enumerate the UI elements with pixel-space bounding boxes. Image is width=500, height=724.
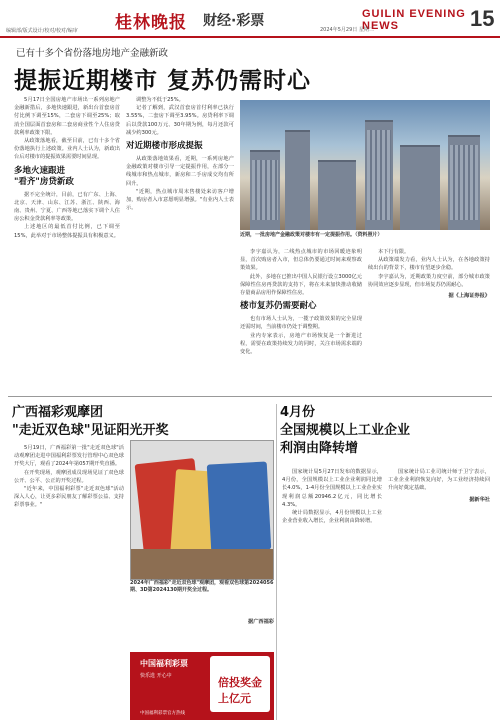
lead-subhead-1: 多地火速跟进 "看齐"房贷新政 <box>14 165 74 187</box>
paragraph: 5月19日，广西福彩第一批"走近双色球"活动观摩团走进中国福利彩票发行管理中心双色球开奖大厅，观看了2024年第057期开奖直播。 <box>14 445 124 468</box>
profits-column-2 <box>388 468 490 504</box>
lead-headline: 提振近期楼市 复苏仍需时心 <box>14 68 312 94</box>
paragraph: 记者了解到，武汉首套房首付利率已执行3.55%，二套房下调至3.95%。房贷利率下调后以贷款100万元、30年期为例，每月还款可减少约300元。 <box>126 105 234 136</box>
lead-photo-buildings <box>240 100 490 230</box>
lottery-column-1 <box>14 444 124 510</box>
paragraph: 5月17日全国房地产市场出一系列房地产金融新措后，多地快速跟进，新出台首套房首付比例下调至15%，二套房下调至25%；取消全国层面首套房和二套房商业性个人住房贷款利率政策下限。 <box>14 97 120 136</box>
newspaper-english-name: GUILIN EVENING NEWS <box>362 8 466 32</box>
lottery-photo <box>130 440 274 580</box>
lead-subhead-3: 楼市复苏仍需要耐心 <box>240 301 317 312</box>
ad-prize-amount: 上亿元 <box>218 692 251 705</box>
profits-source: 据新华社 <box>469 496 490 503</box>
paragraph: 也有市场人士认为，一揽子政策效果的完全显现还需时间，当前楼市仍处于调整期。 <box>240 316 362 331</box>
section-divider <box>8 396 492 397</box>
profits-headline: 4月份 全国规模以上工业企业 利润由降转增 <box>280 405 411 456</box>
lead-column-2 <box>126 96 234 212</box>
lottery-source: 据广西福彩 <box>248 619 274 625</box>
lead-kicker: 已有十多个省份落地房地产金融新政 <box>16 48 169 59</box>
welfare-lottery-logo: 中国福利彩票 <box>140 659 188 668</box>
editor-credits: 编辑部/版式设计/校对/校对/编审 <box>6 28 78 34</box>
ad-slogan: 快乐选 开心中 <box>140 673 172 679</box>
lead-column-1 <box>14 96 120 240</box>
paragraph: 据不完全统计，目前，已有广东、上海、北京、天津、山东、江苏、浙江、陕西、海南、贵州、宁夏、广西等地已落实下调个人住房公积金贷款利率等政策。 <box>14 191 120 223</box>
ad-prize-label: 倍投奖金 <box>218 676 262 689</box>
paragraph: 从政策落地效果看，近期，一系列房地产金融政策对楼市引导一定提振作用，在部分一线城市和热点城市，新房和二手房成交均有所回升。 <box>126 156 234 187</box>
paragraph: 统计局数据显示，4月份规模以上工业企业营业收入增长，企业利润由降转增。 <box>282 510 382 525</box>
paragraph: 李宇嘉认为，近期政策力度空前，部分城市政策协同效应逐步显现，但市场复苏仍需耐心。 <box>368 273 490 288</box>
paragraph: 国家统计局5月27日发布的数据显示，4月份，全国规模以上工业企业利润同比增长4.0%，1-4月份全国规模以上工业企业实现利润总额20946.2亿元，同比增长4.3%。 <box>282 469 382 508</box>
paragraph: 本下行有限。 <box>378 249 410 255</box>
lead-column-3 <box>240 248 362 356</box>
paragraph: 上述地区的最低首付比例，已下调至15%，此举对于市场整体提振具有积极意义。 <box>14 224 120 239</box>
paragraph: 此外，多地在已推出中国人民银行设立3000亿元保障性住房再贷款的支持下，将在未来加快推动收储存量商品房用作保障性住房。 <box>240 273 362 297</box>
paragraph: 业内专家表示，房地产市场恢复是一个渐进过程，需要在政策持续发力的同时，关注市场需求端的变化。 <box>240 332 362 356</box>
column-rule <box>276 404 277 720</box>
lottery-photo-caption: 2024年广西福彩"走近双色球"观摩团，观看双色球第2024056期、3D第2024130期开奖全过程。 <box>130 580 274 594</box>
lead-source: 据《上海证券报》 <box>448 293 490 300</box>
profits-column-1 <box>282 468 382 525</box>
page-number: 15 <box>470 6 495 31</box>
lead-subhead-2: 对近期楼市形成提振 <box>126 141 203 152</box>
lottery-headline: 广西福彩观摩团 "走近双色球"见证阳光开奖 <box>12 405 169 438</box>
welfare-lottery-ad <box>130 652 274 720</box>
paragraph: 国家统计局工业司统计师于卫宁表示，工业企业利润恢复向好，为工业经济持续回升向好奠定基础。 <box>388 469 490 492</box>
ad-hotline: 中国福利彩票官方热线 <box>140 711 185 716</box>
lead-photo-caption: 近期，一批房地产金融政策对楼市有一定提振作用。（资料照片） <box>240 232 383 238</box>
newspaper-logo: 桂林晚报 <box>115 13 187 33</box>
issue-date: 2024年5月29日 星期二 <box>320 27 374 33</box>
paragraph: 李宇嘉认为，二线热点城市的市场回暖迹象明显，首次购房者入市，但总体仍要通过时间来观察政策效果。 <box>240 249 362 272</box>
paragraph: 从政策端发力看，业内人士认为，在各地政策持续出台的背景下，楼市有望逐步企稳。 <box>368 257 490 272</box>
paragraph: 在开奖现场，观摩团成员现场见证了双色球公开、公平、公正的开奖过程。 <box>14 469 124 484</box>
paragraph: 调整为不低于25%。 <box>136 97 184 103</box>
paragraph: "近年来，中国福利彩票"走近双色球"活动深入人心，让更多彩民朋友了解彩票公益、支持彩票事业。" <box>14 486 124 509</box>
lead-column-4 <box>368 248 490 300</box>
section-title: 财经·彩票 <box>203 13 265 29</box>
masthead <box>0 0 500 38</box>
paragraph: "近期，热点城市周末售楼处来访客户增加，购房者入市意愿明显增强。"有业内人士表示。 <box>126 188 234 212</box>
paragraph: 从政策落地看，截至目前，已有十多个省份落地执行上述政策。业内人士认为，新政出台后对楼市的提振效果需要时间显现。 <box>14 138 120 161</box>
